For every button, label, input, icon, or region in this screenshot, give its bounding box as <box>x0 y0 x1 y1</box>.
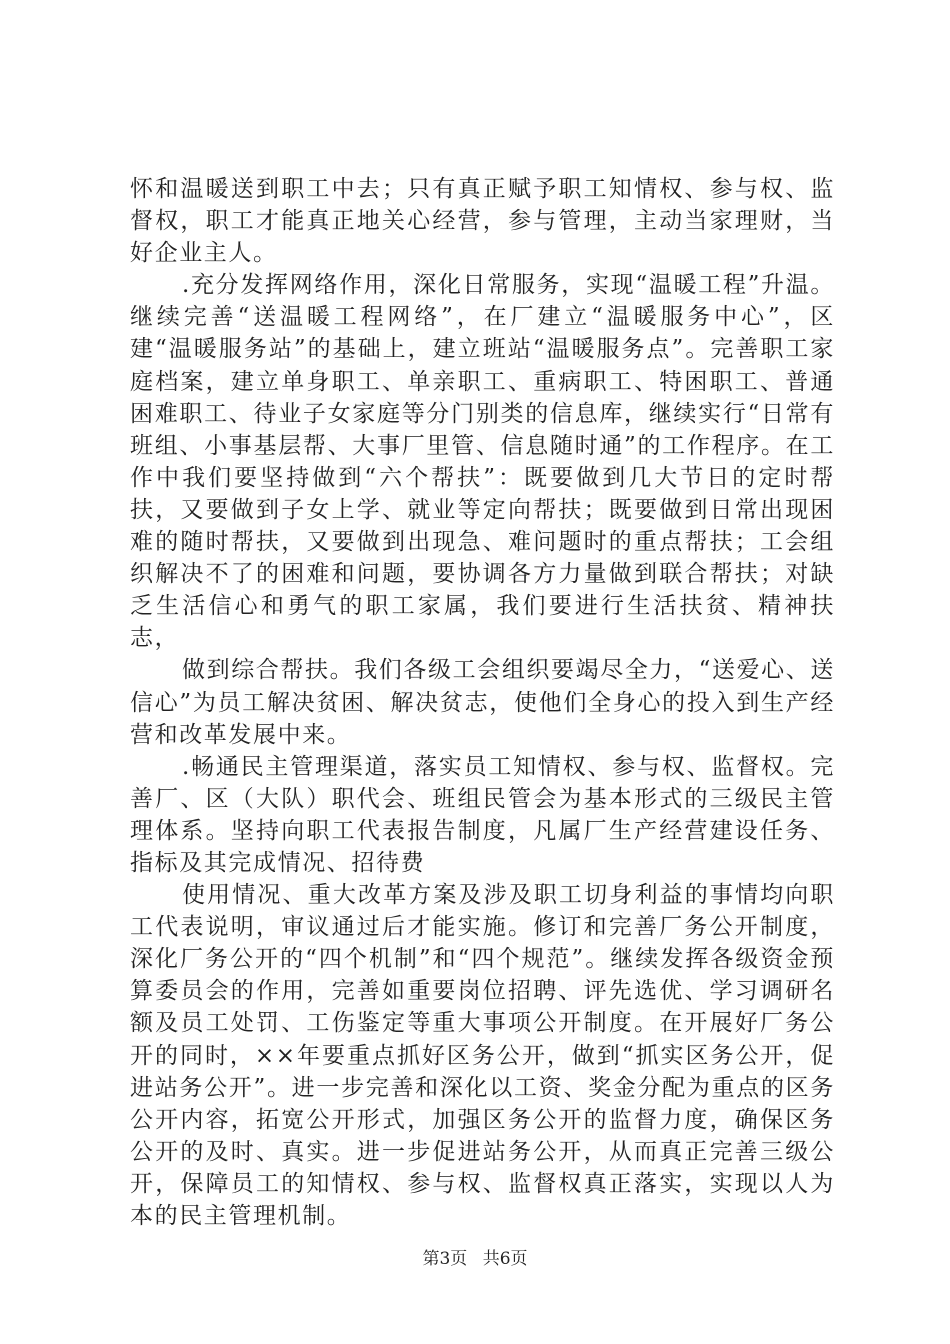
document-body <box>130 173 835 1232</box>
paragraph-2: .充分发挥网络作用，深化日常服务，实现“温暖工程”升温。继续完善“送温暖工程网络”，在厂建立“温暖服务中心”，区建“温暖服务站”的基础上，建立班站“温暖服务点”。完善职工家庭档案，建立单身职工、单亲职工、重病职工、特困职工、普通困难职工、待业子女家庭等分门别类的信息库，继续实行“日常有班组、小事基层帮、大事厂里管、信息随时通”的工作程序。在工作中我们要坚持做到“六个帮扶”：既要做到几大节日的定时帮扶，又要做到子女上学、就业等定向帮扶；既要做到日常出现困难的随时帮扶，又要做到出现急、难问题时的重点帮扶；工会组织解决不了的困难和问题，要协调各方力量做到联合帮扶；对缺乏生活信心和勇气的职工家属，我们要进行生活扶贫、精神扶志， <box>130 272 835 652</box>
paragraph-1: 怀和温暖送到职工中去；只有真正赋予职工知情权、参与权、监督权，职工才能真正地关心经营，参与管理，主动当家理财，当好企业主人。 <box>130 176 835 267</box>
page-total: 共6页 <box>482 1249 528 1269</box>
paragraph-3: 做到综合帮扶。我们各级工会组织要竭尽全力，“送爱心、送信心”为员工解决贫困、解决贫志，使他们全身心的投入到生产经营和改革发展中来。 <box>130 657 835 748</box>
paragraph-5: 使用情况、重大改革方案及涉及职工切身利益的事情均向职工代表说明，审议通过后才能实施。修订和完善厂务公开制度，深化厂务公开的“四个机制”和“四个规范”。继续发挥各级资金预算委员会的作用，完善如重要岗位招聘、评先选优、学习调研名额及员工处罚、工伤鉴定等重大事项公开制度。在开展好厂务公开的同时，××年要重点抓好区务公开，做到“抓实区务公开，促进站务公开”。进一步完善和深化以工资、奖金分配为重点的区务公开内容，拓宽公开形式，加强区务公开的监督力度，确保区务公开的及时、真实。进一步促进站务公开，从而真正完善三级公开，保障员工的知情权、参与权、监督权真正落实，实现以人为本的民主管理机制。 <box>130 882 835 1229</box>
page-footer <box>0 1244 950 1269</box>
page-number: 第3页 <box>422 1249 468 1269</box>
paragraph-4: .畅通民主管理渠道，落实员工知情权、参与权、监督权。完善厂、区（大队）职代会、班组民管会为基本形式的三级民主管理体系。坚持向职工代表报告制度，凡属厂生产经营建设任务、指标及其完成情况、招待费 <box>130 753 835 876</box>
